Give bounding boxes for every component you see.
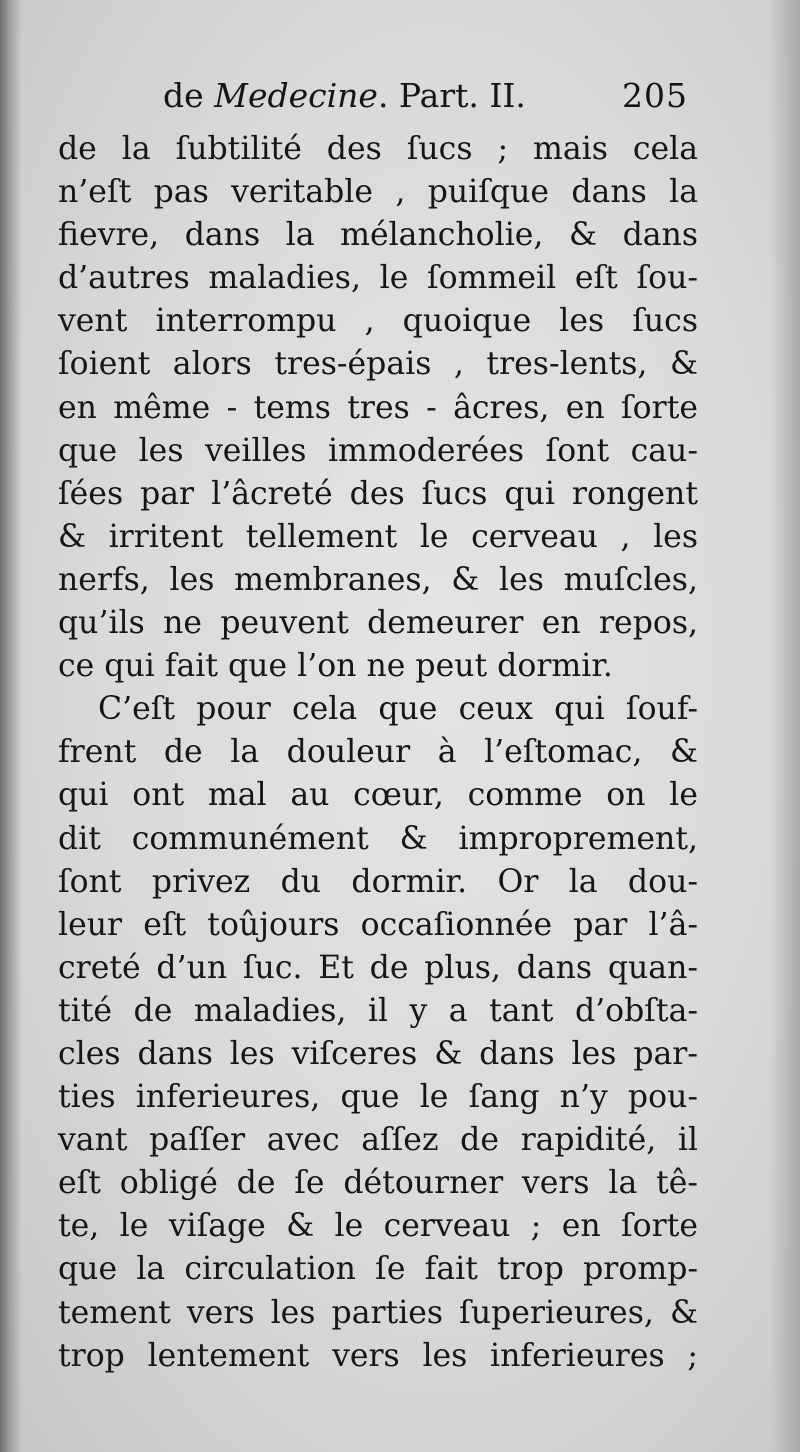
text-line: en même - tems tres - âcres, en ſorte	[58, 389, 698, 426]
text-line: te, le viſage & le cerveau ; en ſorte	[58, 1208, 698, 1245]
text-line-paragraph-start: C’eſt pour cela que ceux qui ſouf-	[98, 691, 698, 728]
body-text	[58, 128, 698, 1378]
text-line: ſées par l’âcreté des ſucs qui rongent	[58, 475, 698, 512]
text-line: ſoient alors tres-épais , tres-lents, &	[58, 346, 698, 383]
text-line: que les veilles immoderées ſont cau-	[58, 432, 698, 469]
running-head	[0, 76, 800, 126]
text-line: de la ſubtilité des ſucs ; mais cela	[58, 131, 698, 167]
text-line: que la circulation ſe fait trop promp-	[58, 1251, 698, 1288]
running-head-title	[163, 76, 526, 115]
text-line: vent interrompu , quoique les ſucs	[58, 303, 698, 340]
page-number: 205	[622, 76, 688, 115]
text-line-paragraph-end: ce qui fait que l’on ne peut dormir.	[58, 648, 613, 685]
text-line: creté d’un ſuc. Et de plus, dans quan-	[58, 949, 698, 986]
text-line: ſont privez du dormir. Or la dou-	[58, 863, 698, 900]
text-line: nerfs, les membranes, & les muſcles,	[58, 561, 698, 598]
text-line: qu’ils ne peuvent demeurer en repos,	[58, 605, 698, 642]
text-line: tité de maladies, il y a tant d’obſta-	[58, 992, 698, 1029]
text-line: qui ont mal au cœur, comme on le	[58, 777, 698, 814]
text-line: cles dans les viſceres & dans les par-	[58, 1035, 698, 1072]
text-line: d’autres maladies, le ſommeil eſt ſou-	[58, 260, 698, 297]
text-line: ties inferieures, que le ſang n’y pou-	[58, 1079, 698, 1116]
text-line: tement vers les parties ſuperieures, &	[58, 1294, 698, 1331]
text-line: fievre, dans la mélancholie, & dans	[58, 217, 698, 254]
text-line: leur eſt toûjours occaſionnée par l’â-	[58, 906, 698, 943]
running-head-italic: Medecine	[214, 76, 378, 115]
text-line: trop lentement vers les inferieures ;	[58, 1337, 698, 1374]
text-line: & irritent tellement le cerveau , les	[58, 518, 698, 555]
text-line: frent de la douleur à l’eſtomac, &	[58, 734, 698, 771]
text-line: eſt obligé de ſe détourner vers la tê-	[58, 1165, 698, 1202]
gutter-shadow	[0, 0, 22, 1452]
running-head-prefix: de	[163, 76, 215, 115]
page-edge-shadow	[770, 0, 800, 1452]
text-line: n’eſt pas veritable , puiſque dans la	[58, 174, 698, 211]
running-head-suffix: . Part. II.	[377, 76, 526, 115]
text-line: vant paſſer avec aſſez de rapidité, il	[58, 1122, 698, 1159]
text-line: dit communément & improprement,	[58, 820, 698, 857]
